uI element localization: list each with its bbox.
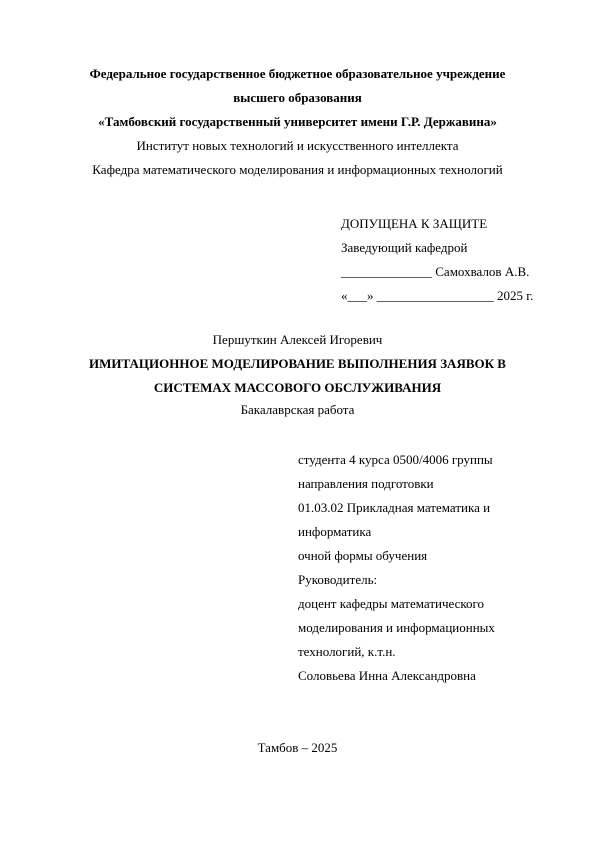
student-info-line: студента 4 курса 0500/4006 группы bbox=[298, 452, 493, 467]
organization-line-2: высшего образования bbox=[233, 90, 362, 105]
supervisor-label: Руководитель: bbox=[298, 572, 378, 587]
approval-signature: ______________ Самохвалов А.В. bbox=[341, 264, 530, 279]
approval-date: «___» __________________ 2025 г. bbox=[341, 288, 534, 303]
city-year: Тамбов – 2025 bbox=[257, 740, 338, 755]
university-name: «Тамбовский государственный университет имени Г.Р. Державина» bbox=[98, 114, 497, 129]
approval-position: Заведующий кафедрой bbox=[341, 240, 468, 255]
supervisor-info-line: моделирования и информационных bbox=[298, 620, 495, 635]
author-name: Першуткин Алексей Игоревич bbox=[212, 332, 383, 347]
work-type: Бакалаврская работа bbox=[240, 402, 355, 417]
work-title-line-2: СИСТЕМАХ МАССОВОГО ОБСЛУЖИВАНИЯ bbox=[153, 380, 442, 395]
institute-name: Институт новых технологий и искусственного интеллекта bbox=[136, 138, 459, 153]
student-info-line: очной формы обучения bbox=[298, 548, 428, 563]
student-info-line: 01.03.02 Прикладная математика и bbox=[298, 500, 491, 515]
approval-title: ДОПУЩЕНА К ЗАЩИТЕ bbox=[341, 216, 488, 231]
student-info-line: направления подготовки bbox=[298, 476, 434, 491]
supervisor-info-line: доцент кафедры математического bbox=[298, 596, 485, 611]
department-name: Кафедра математического моделирования и информационных технологий bbox=[92, 162, 503, 177]
supervisor-info-line: технологий, к.т.н. bbox=[298, 644, 396, 659]
student-info-line: информатика bbox=[298, 524, 372, 539]
organization-line-1: Федеральное государственное бюджетное образовательное учреждение bbox=[89, 66, 506, 81]
work-title-line-1: ИМИТАЦИОННОЕ МОДЕЛИРОВАНИЕ ВЫПОЛНЕНИЯ ЗАЯВОК В bbox=[89, 356, 506, 371]
supervisor-name: Соловьева Инна Александровна bbox=[298, 668, 476, 683]
